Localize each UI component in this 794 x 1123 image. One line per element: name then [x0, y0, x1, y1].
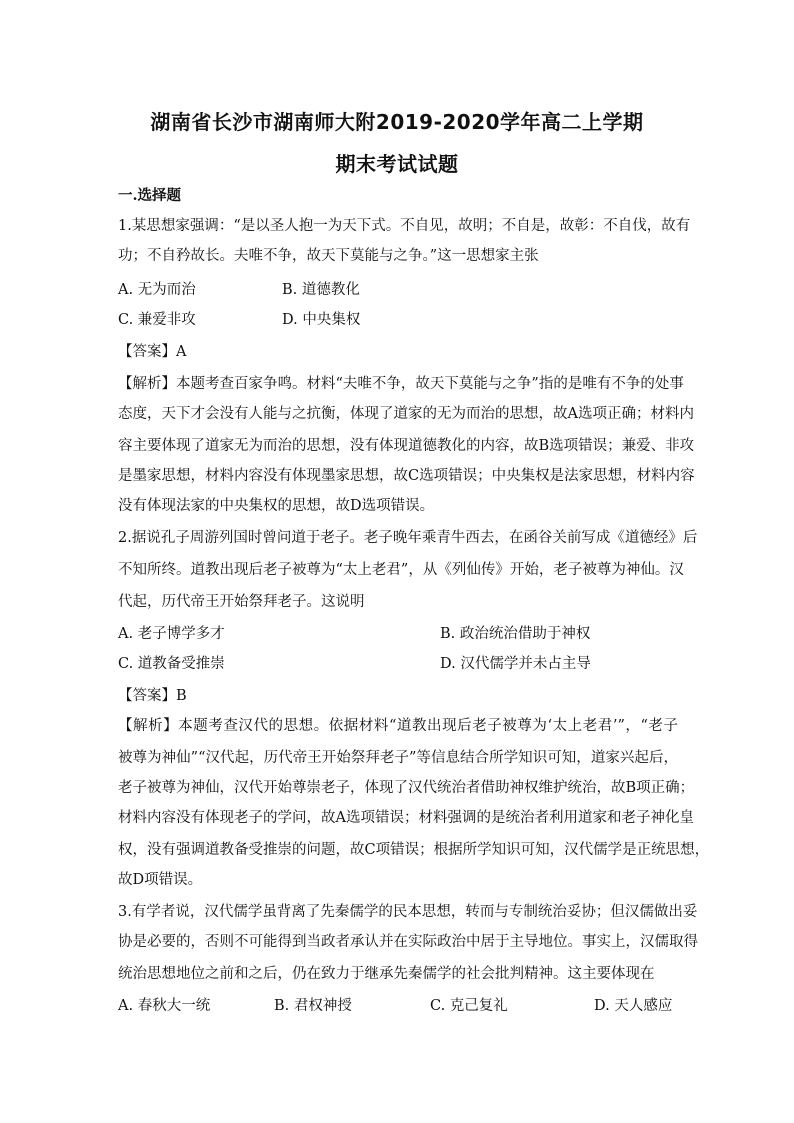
section-heading: 一.选择题 [118, 187, 182, 204]
q2-explanation-line5: 权，没有强调道教备受推崇的问题，故C项错误；根据所学知识可知，汉代儒学是正统思想， [118, 842, 710, 858]
q2-option-a: A. 老子博学多才 [118, 626, 225, 642]
q2-option-c: C. 道教备受推崇 [118, 656, 225, 672]
document-title-line1: 湖南省长沙市湖南师大附2019-2020学年高二上学期 [150, 110, 644, 134]
q1-explanation-line1: 【解析】本题考查百家争鸣。材料“夫唯不争，故天下莫能与之争”指的是唯有不争的处事 [118, 376, 684, 392]
q1-answer: 【答案】A [118, 344, 187, 360]
q1-stem-line2: 功；不自矜故长。夫唯不争，故天下莫能与之争。”这一思想家主张 [118, 248, 539, 264]
q1-option-b: B. 道德教化 [282, 282, 360, 298]
q1-explanation-line3: 容主要体现了道家无为而治的思想，没有体现道德教化的内容，故B选项错误；兼爱、非攻 [118, 438, 695, 454]
q2-stem-line3: 代起，历代帝王开始祭拜老子。这说明 [118, 594, 365, 610]
q2-explanation-line3: 老子被尊为神仙，汉代开始尊崇老子，体现了汉代统治者借助神权维护统治，故B项正确； [118, 780, 695, 796]
q3-stem-line1: 3.有学者说，汉代儒学虽背离了先秦儒学的民本思想，转而与专制统治妥协；但汉儒做出妥 [118, 904, 698, 920]
q2-option-d: D. 汉代儒学并未占主导 [440, 656, 591, 672]
q1-explanation-line2: 态度，天下才会没有人能与之抗衡，体现了道家的无为而治的思想，故A选项正确；材料内 [118, 406, 694, 422]
q1-option-d: D. 中央集权 [282, 312, 361, 328]
q1-option-c: C. 兼爱非攻 [118, 312, 196, 328]
q2-explanation-line1: 【解析】本题考查汉代的思想。依据材料“道教出现后老子被尊为‘太上老君’”，“老子 [118, 718, 678, 734]
q2-explanation-line4: 材料内容没有体现老子的学问，故A选项错误；材料强调的是统治者利用道家和老子神化皇 [118, 810, 694, 826]
q2-option-b: B. 政治统治借助于神权 [440, 626, 591, 642]
q3-stem-line2: 协是必要的，否则不可能得到当政者承认并在实际政治中居于主导地位。事实上，汉儒取得 [118, 934, 698, 950]
q2-explanation-line2: 被尊为神仙”“汉代起，历代帝王开始祭拜老子”等信息结合所学知识可知，道家兴起后， [118, 750, 678, 766]
q2-explanation-line6: 故D项错误。 [118, 872, 203, 888]
document-title-line2: 期末考试试题 [335, 152, 459, 176]
q2-stem-line2: 不知所终。道教出现后老子被尊为“太上老君”，从《列仙传》开始，老子被尊为神仙。汉 [118, 562, 684, 578]
q1-explanation-line5: 没有体现法家的中央集权的思想，故D选项错误。 [118, 498, 435, 514]
q1-stem-line1: 1.某思想家强调：“是以圣人抱一为天下式。不自见，故明；不自是，故彰：不自伐，故有 [118, 218, 691, 234]
q1-explanation-line4: 是墨家思想，材料内容没有体现墨家思想，故C选项错误；中央集权是法家思想，材料内容 [118, 468, 695, 484]
q1-option-a: A. 无为而治 [118, 282, 196, 298]
q3-option-d: D. 天人感应 [594, 998, 673, 1014]
q3-stem-line3: 统治思想地位之前和之后，仍在致力于继承先秦儒学的社会批判精神。这主要体现在 [118, 966, 655, 982]
q2-stem-line1: 2.据说孔子周游列国时曾问道于老子。老子晚年乘青牛西去，在函谷关前写成《道德经》后 [118, 530, 698, 546]
q2-answer: 【答案】B [118, 688, 187, 704]
q3-option-a: A. 春秋大一统 [118, 998, 211, 1014]
q3-option-c: C. 克己复礼 [430, 998, 508, 1014]
q3-option-b: B. 君权神授 [274, 998, 352, 1014]
